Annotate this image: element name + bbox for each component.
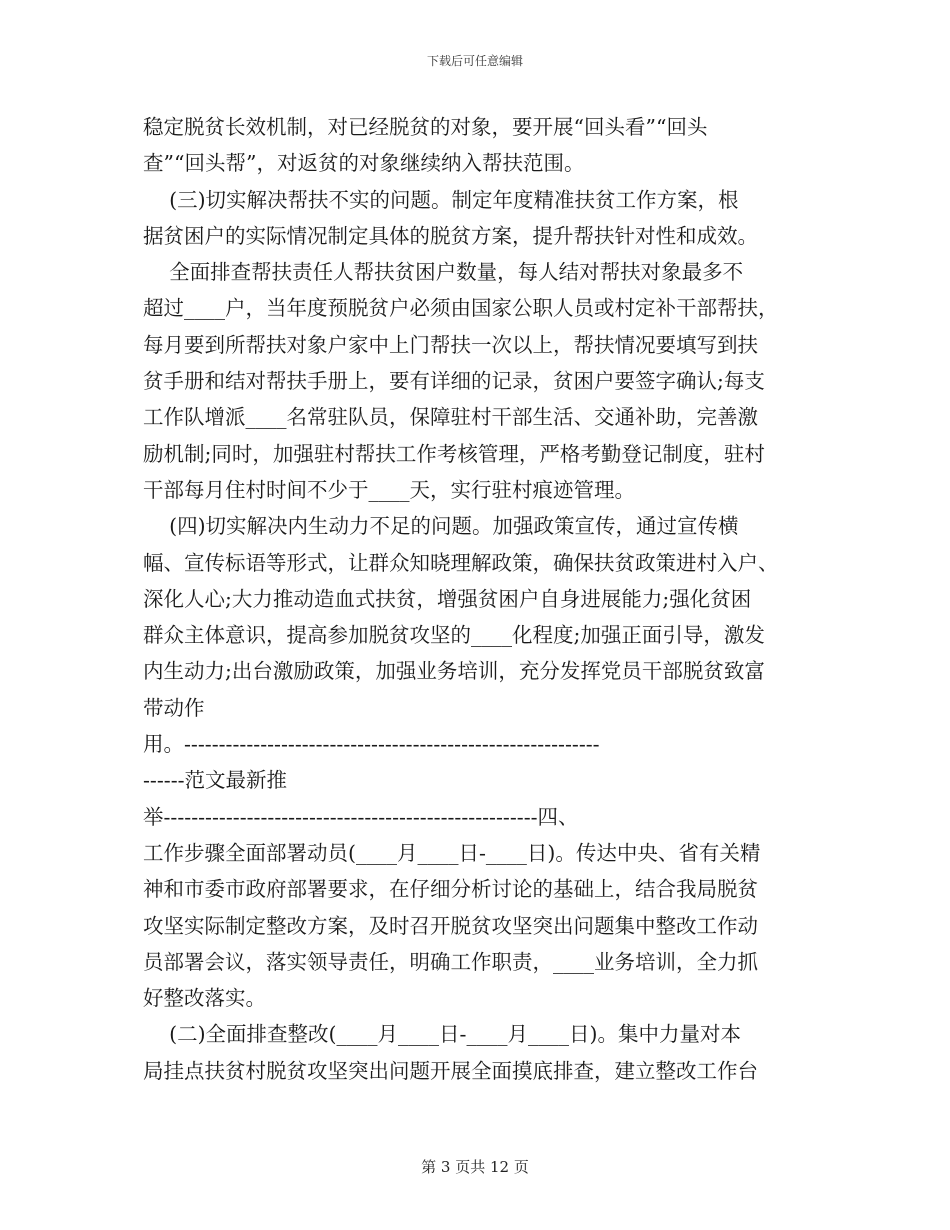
body-text-line: ------范文最新推 — [143, 768, 288, 793]
body-text-line: 励机制;同时，加强驻村帮扶工作考核管理，严格考勤登记制度，驻村 — [143, 441, 765, 466]
body-text-line: 稳定脱贫长效机制，对已经脱贫的对象，要开展“回头看”“回头 — [143, 115, 708, 139]
body-text-line: (二)全面排查整改(____月____日-____月____日)。集中力量对本 — [143, 1022, 741, 1047]
body-text-line: (四)切实解决内生动力不足的问题。加强政策宣传，通过宣传横 — [143, 514, 739, 539]
body-text-line: (三)切实解决帮扶不实的问题。制定年度精准扶贫工作方案，根 — [143, 187, 739, 212]
body-text-line: 攻坚实际制定整改方案，及时召开脱贫攻坚突出问题集中整改工作动 — [143, 913, 758, 938]
body-text-line: 带动作 — [143, 695, 205, 720]
body-text-line: 贫手册和结对帮扶手册上，要有详细的记录，贫困户要签字确认;每支 — [143, 369, 765, 394]
page-header: 下载后可任意编辑 — [426, 54, 523, 68]
body-text-line: 群众主体意识，提高参加脱贫攻坚的____化程度;加强正面引导，激发 — [143, 623, 765, 648]
body-text-line: 工作队增派____名常驻队员，保障驻村干部生活、交通补助，完善激 — [143, 405, 758, 430]
body-text-line: 幅、宣传标语等形式，让群众知晓理解政策，确保扶贫政策进村入户、 — [143, 550, 779, 575]
body-text-line: 深化人心;大力推动造血式扶贫，增强贫困户自身进展能力;强化贫困 — [143, 586, 752, 611]
body-text-line: 工作步骤全面部署动员(____月____日-____日)。传达中央、省有关精 — [143, 840, 761, 865]
body-text-line: 好整改落实。 — [143, 986, 266, 1011]
body-text-line: 查”“回头帮”，对返贫的对象继续纳入帮扶范围。 — [143, 151, 585, 176]
body-text-line: 局挂点扶贫村脱贫攻坚突出问题开展全面摸底排查，建立整改工作台 — [143, 1058, 758, 1083]
body-text-line: 干部每月住村时间不少于____天，实行驻村痕迹管理。 — [143, 477, 635, 502]
body-text-line: 员部署会议，落实领导责任，明确工作职责，____业务培训，全力抓 — [143, 949, 758, 974]
body-text-line: 举------------------------------------------------------四、 — [143, 804, 579, 829]
body-text-line: 神和市委市政府部署要求，在仔细分析讨论的基础上，结合我局脱贫 — [143, 877, 758, 902]
page-footer: 第 3 页共 12 页 — [421, 1158, 529, 1176]
document-body — [143, 109, 803, 1089]
body-text-line: 每月要到所帮扶对象户家中上门帮扶一次以上，帮扶情况要填写到扶 — [143, 332, 758, 357]
body-text-line: 据贫困户的实际情况制定具体的脱贫方案，提升帮扶针对性和成效。 — [143, 223, 758, 248]
body-text-line: 用。------------------------------------------------------------ — [143, 732, 600, 757]
body-text-line: 全面排查帮扶责任人帮扶贫困户数量，每人结对帮扶对象最多不 — [143, 260, 744, 285]
body-text-line: 超过____户，当年度预脱贫户必须由国家公职人员或村定补干部帮扶， — [143, 296, 779, 321]
body-text-line: 内生动力;出台激励政策，加强业务培训，充分发挥党员干部脱贫致富 — [143, 659, 765, 684]
